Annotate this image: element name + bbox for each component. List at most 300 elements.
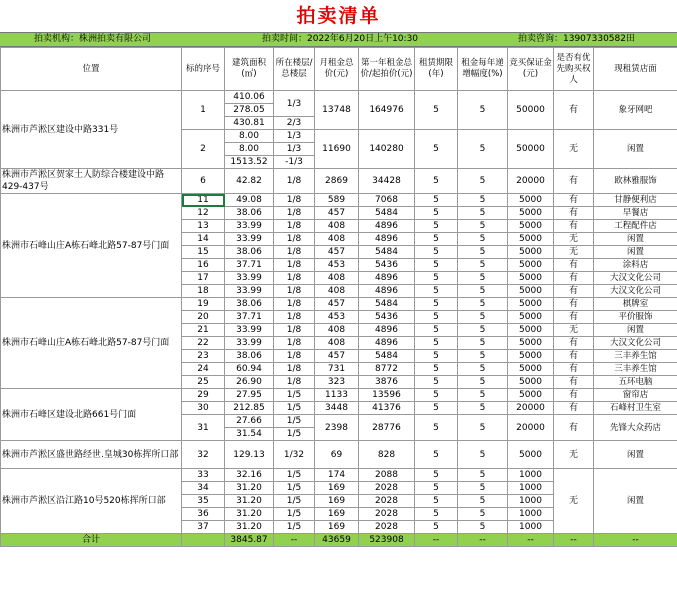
increase-cell[interactable]: 5 bbox=[458, 220, 508, 233]
area-cell[interactable]: 212.85 bbox=[225, 402, 274, 415]
increase-cell[interactable]: 5 bbox=[458, 311, 508, 324]
lot-no-cell[interactable]: 1 bbox=[182, 91, 225, 130]
first-year-cell[interactable]: 8772 bbox=[359, 363, 415, 376]
term-cell[interactable]: 5 bbox=[415, 495, 458, 508]
floor-cell[interactable]: 2/3 bbox=[274, 117, 315, 130]
monthly-rent-cell[interactable]: 457 bbox=[315, 350, 359, 363]
deposit-cell[interactable]: 5000 bbox=[508, 441, 554, 469]
priority-cell[interactable]: 有 bbox=[554, 285, 594, 298]
shop-cell[interactable]: 象牙网吧 bbox=[594, 91, 677, 130]
increase-cell[interactable]: 5 bbox=[458, 194, 508, 207]
shop-cell[interactable]: 平价服饰 bbox=[594, 311, 677, 324]
term-cell[interactable]: 5 bbox=[415, 207, 458, 220]
deposit-cell[interactable]: 5000 bbox=[508, 220, 554, 233]
lot-no-cell[interactable]: 16 bbox=[182, 259, 225, 272]
shop-cell[interactable]: 大汉文化公司 bbox=[594, 337, 677, 350]
term-cell[interactable]: 5 bbox=[415, 272, 458, 285]
lot-no-cell[interactable]: 22 bbox=[182, 337, 225, 350]
lot-no-cell[interactable]: 17 bbox=[182, 272, 225, 285]
lot-no-cell[interactable]: 18 bbox=[182, 285, 225, 298]
first-year-cell[interactable]: 4896 bbox=[359, 324, 415, 337]
first-year-cell[interactable]: 28776 bbox=[359, 415, 415, 441]
deposit-cell[interactable]: 5000 bbox=[508, 259, 554, 272]
floor-cell[interactable]: 1/5 bbox=[274, 495, 315, 508]
floor-cell[interactable]: 1/8 bbox=[274, 169, 315, 194]
table-row bbox=[1, 298, 677, 311]
area-cell[interactable]: 38.06 bbox=[225, 350, 274, 363]
monthly-rent-cell[interactable]: 169 bbox=[315, 521, 359, 534]
lot-no-cell[interactable]: 37 bbox=[182, 521, 225, 534]
area-cell[interactable]: 31.20 bbox=[225, 508, 274, 521]
area-cell[interactable]: 38.06 bbox=[225, 246, 274, 259]
floor-cell[interactable]: 1/8 bbox=[274, 324, 315, 337]
increase-cell[interactable]: 5 bbox=[458, 298, 508, 311]
first-year-cell[interactable]: 4896 bbox=[359, 285, 415, 298]
total-shop-cell[interactable]: -- bbox=[594, 534, 677, 547]
area-cell[interactable]: 33.99 bbox=[225, 285, 274, 298]
lot-no-cell[interactable]: 33 bbox=[182, 469, 225, 482]
term-cell[interactable]: 5 bbox=[415, 441, 458, 469]
term-cell[interactable]: 5 bbox=[415, 469, 458, 482]
first-year-cell[interactable]: 4896 bbox=[359, 220, 415, 233]
area-cell[interactable]: 33.99 bbox=[225, 220, 274, 233]
term-cell[interactable]: 5 bbox=[415, 482, 458, 495]
monthly-rent-cell[interactable]: 2398 bbox=[315, 415, 359, 441]
location-cell[interactable]: 株洲市芦淞区盛世路经世.皇城30栋挥所口部 bbox=[1, 441, 182, 469]
floor-cell[interactable]: 1/8 bbox=[274, 272, 315, 285]
monthly-rent-cell[interactable]: 13748 bbox=[315, 91, 359, 130]
lot-no-cell[interactable]: 13 bbox=[182, 220, 225, 233]
contact-text: 拍卖咨询：13907330582田 bbox=[518, 34, 635, 44]
area-cell[interactable]: 33.99 bbox=[225, 233, 274, 246]
term-cell[interactable]: 5 bbox=[415, 259, 458, 272]
area-cell[interactable]: 33.99 bbox=[225, 272, 274, 285]
location-cell[interactable]: 株洲市芦淞区贺家土人防综合楼建设中路429-437号 bbox=[1, 169, 182, 194]
area-cell[interactable]: 8.00 bbox=[225, 130, 274, 143]
monthly-rent-cell[interactable]: 408 bbox=[315, 220, 359, 233]
shop-cell[interactable]: 先锋大众药店 bbox=[594, 415, 677, 441]
monthly-rent-cell[interactable]: 408 bbox=[315, 272, 359, 285]
first-year-cell[interactable]: 7068 bbox=[359, 194, 415, 207]
deposit-cell[interactable]: 5000 bbox=[508, 233, 554, 246]
term-cell[interactable]: 5 bbox=[415, 402, 458, 415]
priority-cell[interactable]: 有 bbox=[554, 363, 594, 376]
lot-no-cell[interactable]: 15 bbox=[182, 246, 225, 259]
floor-cell[interactable]: 1/3 bbox=[274, 130, 315, 143]
lot-no-cell[interactable]: 14 bbox=[182, 233, 225, 246]
area-cell[interactable]: 31.20 bbox=[225, 521, 274, 534]
page-title: 拍卖清单 bbox=[296, 5, 381, 27]
monthly-rent-cell[interactable]: 323 bbox=[315, 376, 359, 389]
first-year-cell[interactable]: 5484 bbox=[359, 207, 415, 220]
increase-cell[interactable]: 5 bbox=[458, 376, 508, 389]
total-deposit-cell[interactable]: -- bbox=[508, 534, 554, 547]
term-cell[interactable]: 5 bbox=[415, 194, 458, 207]
floor-cell[interactable]: 1/32 bbox=[274, 441, 315, 469]
lot-no-cell[interactable]: 34 bbox=[182, 482, 225, 495]
area-cell[interactable]: 49.08 bbox=[225, 194, 274, 207]
monthly-rent-cell[interactable]: 11690 bbox=[315, 130, 359, 169]
floor-cell[interactable]: 1/3 bbox=[274, 143, 315, 156]
increase-cell[interactable]: 5 bbox=[458, 169, 508, 194]
first-year-cell[interactable]: 5436 bbox=[359, 311, 415, 324]
floor-cell[interactable]: 1/5 bbox=[274, 508, 315, 521]
first-year-cell[interactable]: 4896 bbox=[359, 272, 415, 285]
term-cell[interactable]: 5 bbox=[415, 337, 458, 350]
shop-cell[interactable]: 早餐店 bbox=[594, 207, 677, 220]
increase-cell[interactable]: 5 bbox=[458, 402, 508, 415]
shop-cell[interactable]: 闲置 bbox=[594, 441, 677, 469]
term-cell[interactable]: 5 bbox=[415, 298, 458, 311]
first-year-cell[interactable]: 34428 bbox=[359, 169, 415, 194]
lot-no-cell[interactable]: 20 bbox=[182, 311, 225, 324]
deposit-cell[interactable]: 5000 bbox=[508, 246, 554, 259]
priority-cell[interactable]: 有 bbox=[554, 376, 594, 389]
area-cell[interactable]: 27.95 bbox=[225, 389, 274, 402]
term-cell[interactable]: 5 bbox=[415, 521, 458, 534]
monthly-rent-cell[interactable]: 3448 bbox=[315, 402, 359, 415]
increase-cell[interactable]: 5 bbox=[458, 495, 508, 508]
priority-cell[interactable]: 无 bbox=[554, 246, 594, 259]
area-cell[interactable]: 31.20 bbox=[225, 495, 274, 508]
total-first-year-cell[interactable]: 523908 bbox=[359, 534, 415, 547]
priority-cell[interactable]: 有 bbox=[554, 311, 594, 324]
floor-cell[interactable]: 1/8 bbox=[274, 194, 315, 207]
floor-cell[interactable]: 1/5 bbox=[274, 482, 315, 495]
area-cell[interactable]: 410.06 bbox=[225, 91, 274, 104]
floor-cell[interactable]: 1/8 bbox=[274, 259, 315, 272]
priority-cell[interactable]: 有 bbox=[554, 298, 594, 311]
header-cell: 租金每年递增幅度(%) bbox=[458, 48, 508, 91]
area-cell[interactable]: 33.99 bbox=[225, 337, 274, 350]
term-cell[interactable]: 5 bbox=[415, 233, 458, 246]
increase-cell[interactable]: 5 bbox=[458, 415, 508, 441]
total-monthly-cell[interactable]: 43659 bbox=[315, 534, 359, 547]
monthly-rent-cell[interactable]: 457 bbox=[315, 298, 359, 311]
increase-cell[interactable]: 5 bbox=[458, 324, 508, 337]
shop-cell[interactable]: 涂料店 bbox=[594, 259, 677, 272]
monthly-rent-cell[interactable]: 69 bbox=[315, 441, 359, 469]
lot-no-cell[interactable]: 36 bbox=[182, 508, 225, 521]
shop-cell[interactable]: 窗帘店 bbox=[594, 389, 677, 402]
deposit-cell[interactable]: 20000 bbox=[508, 402, 554, 415]
first-year-cell[interactable]: 5484 bbox=[359, 350, 415, 363]
priority-cell[interactable]: 有 bbox=[554, 350, 594, 363]
shop-cell[interactable]: 大汉文化公司 bbox=[594, 285, 677, 298]
priority-cell[interactable]: 有 bbox=[554, 169, 594, 194]
term-cell[interactable]: 5 bbox=[415, 311, 458, 324]
lot-no-cell[interactable]: 24 bbox=[182, 363, 225, 376]
table-row bbox=[1, 469, 677, 482]
first-year-cell[interactable]: 2028 bbox=[359, 508, 415, 521]
lot-no-cell-selected[interactable]: 11 bbox=[182, 194, 225, 207]
lot-no-cell[interactable]: 29 bbox=[182, 389, 225, 402]
floor-cell[interactable]: 1/3 bbox=[274, 91, 315, 117]
area-cell[interactable]: 38.06 bbox=[225, 207, 274, 220]
floor-cell[interactable]: 1/8 bbox=[274, 246, 315, 259]
monthly-rent-cell[interactable]: 453 bbox=[315, 259, 359, 272]
priority-cell[interactable]: 无 bbox=[554, 469, 594, 534]
floor-cell[interactable]: 1/5 bbox=[274, 389, 315, 402]
monthly-rent-cell[interactable]: 457 bbox=[315, 246, 359, 259]
area-cell[interactable]: 37.71 bbox=[225, 259, 274, 272]
term-cell[interactable]: 5 bbox=[415, 130, 458, 169]
shop-cell[interactable]: 棋牌室 bbox=[594, 298, 677, 311]
priority-cell[interactable]: 有 bbox=[554, 337, 594, 350]
priority-cell[interactable]: 有 bbox=[554, 272, 594, 285]
monthly-rent-cell[interactable]: 731 bbox=[315, 363, 359, 376]
floor-cell[interactable]: 1/8 bbox=[274, 285, 315, 298]
monthly-rent-cell[interactable]: 589 bbox=[315, 194, 359, 207]
lot-no-cell[interactable]: 35 bbox=[182, 495, 225, 508]
first-year-cell[interactable]: 2088 bbox=[359, 469, 415, 482]
lot-no-cell[interactable]: 2 bbox=[182, 130, 225, 169]
floor-cell[interactable]: 1/8 bbox=[274, 233, 315, 246]
area-cell[interactable]: 32.16 bbox=[225, 469, 274, 482]
floor-cell[interactable]: 1/8 bbox=[274, 311, 315, 324]
priority-cell[interactable]: 有 bbox=[554, 389, 594, 402]
area-cell[interactable]: 278.05 bbox=[225, 104, 274, 117]
shop-cell[interactable]: 三丰养生馆 bbox=[594, 363, 677, 376]
monthly-rent-cell[interactable]: 408 bbox=[315, 337, 359, 350]
increase-cell[interactable]: 5 bbox=[458, 469, 508, 482]
first-year-cell[interactable]: 4896 bbox=[359, 233, 415, 246]
lot-no-cell[interactable]: 12 bbox=[182, 207, 225, 220]
monthly-rent-cell[interactable]: 169 bbox=[315, 482, 359, 495]
monthly-rent-cell[interactable]: 1133 bbox=[315, 389, 359, 402]
term-cell[interactable]: 5 bbox=[415, 389, 458, 402]
term-cell[interactable]: 5 bbox=[415, 363, 458, 376]
shop-cell[interactable]: 五环电脑 bbox=[594, 376, 677, 389]
shop-cell[interactable]: 大汉文化公司 bbox=[594, 272, 677, 285]
lot-no-cell[interactable]: 23 bbox=[182, 350, 225, 363]
location-cell[interactable]: 株洲市芦淞区建设中路331号 bbox=[1, 91, 182, 169]
floor-cell[interactable]: 1/8 bbox=[274, 220, 315, 233]
deposit-cell[interactable]: 5000 bbox=[508, 298, 554, 311]
floor-cell[interactable]: 1/5 bbox=[274, 521, 315, 534]
increase-cell[interactable]: 5 bbox=[458, 233, 508, 246]
first-year-cell[interactable]: 2028 bbox=[359, 521, 415, 534]
first-year-cell[interactable]: 3876 bbox=[359, 376, 415, 389]
floor-cell[interactable]: 1/8 bbox=[274, 298, 315, 311]
shop-cell[interactable]: 闲置 bbox=[594, 246, 677, 259]
floor-cell[interactable]: 1/8 bbox=[274, 376, 315, 389]
first-year-cell[interactable]: 13596 bbox=[359, 389, 415, 402]
increase-cell[interactable]: 5 bbox=[458, 207, 508, 220]
area-cell[interactable]: 31.54 bbox=[225, 428, 274, 441]
shop-cell[interactable]: 甘静便利店 bbox=[594, 194, 677, 207]
deposit-cell[interactable]: 5000 bbox=[508, 311, 554, 324]
floor-cell[interactable]: 1/5 bbox=[274, 415, 315, 428]
header-cell: 竞买保证金(元) bbox=[508, 48, 554, 91]
lot-no-cell[interactable]: 31 bbox=[182, 415, 225, 441]
first-year-cell[interactable]: 5484 bbox=[359, 246, 415, 259]
priority-cell[interactable]: 有 bbox=[554, 259, 594, 272]
priority-cell[interactable]: 无 bbox=[554, 233, 594, 246]
increase-cell[interactable]: 5 bbox=[458, 363, 508, 376]
increase-cell[interactable]: 5 bbox=[458, 246, 508, 259]
term-cell[interactable]: 5 bbox=[415, 350, 458, 363]
area-cell[interactable]: 26.90 bbox=[225, 376, 274, 389]
first-year-cell[interactable]: 828 bbox=[359, 441, 415, 469]
monthly-rent-cell[interactable]: 408 bbox=[315, 285, 359, 298]
area-cell[interactable]: 27.66 bbox=[225, 415, 274, 428]
priority-cell[interactable]: 有 bbox=[554, 207, 594, 220]
total-label[interactable]: 合计 bbox=[1, 534, 182, 547]
priority-cell[interactable]: 有 bbox=[554, 194, 594, 207]
deposit-cell[interactable]: 1000 bbox=[508, 521, 554, 534]
area-cell[interactable]: 33.99 bbox=[225, 324, 274, 337]
deposit-cell[interactable]: 5000 bbox=[508, 337, 554, 350]
increase-cell[interactable]: 5 bbox=[458, 272, 508, 285]
location-cell[interactable]: 株洲市芦淞区沿江路10号520栋挥所口部 bbox=[1, 469, 182, 534]
deposit-cell[interactable]: 5000 bbox=[508, 285, 554, 298]
total-floor-cell[interactable]: -- bbox=[274, 534, 315, 547]
total-area-cell[interactable]: 3845.87 bbox=[225, 534, 274, 547]
total-increase-cell[interactable]: -- bbox=[458, 534, 508, 547]
lot-no-cell[interactable]: 25 bbox=[182, 376, 225, 389]
increase-cell[interactable]: 5 bbox=[458, 482, 508, 495]
header-cell: 租赁期限(年) bbox=[415, 48, 458, 91]
monthly-rent-cell[interactable]: 169 bbox=[315, 495, 359, 508]
auction-table bbox=[0, 47, 677, 547]
total-term-cell[interactable]: -- bbox=[415, 534, 458, 547]
deposit-cell[interactable]: 50000 bbox=[508, 130, 554, 169]
deposit-cell[interactable]: 5000 bbox=[508, 207, 554, 220]
deposit-cell[interactable]: 5000 bbox=[508, 194, 554, 207]
shop-cell[interactable]: 闲置 bbox=[594, 130, 677, 169]
deposit-cell[interactable]: 1000 bbox=[508, 469, 554, 482]
area-cell[interactable]: 42.82 bbox=[225, 169, 274, 194]
shop-cell[interactable]: 闲置 bbox=[594, 233, 677, 246]
first-year-cell[interactable]: 2028 bbox=[359, 495, 415, 508]
shop-cell[interactable]: 石峰村卫生室 bbox=[594, 402, 677, 415]
shop-cell[interactable]: 闲置 bbox=[594, 324, 677, 337]
lot-no-cell[interactable]: 21 bbox=[182, 324, 225, 337]
shop-cell[interactable]: 三丰养生馆 bbox=[594, 350, 677, 363]
term-cell[interactable]: 5 bbox=[415, 415, 458, 441]
area-cell[interactable]: 38.06 bbox=[225, 298, 274, 311]
lot-no-cell[interactable]: 6 bbox=[182, 169, 225, 194]
first-year-cell[interactable]: 2028 bbox=[359, 482, 415, 495]
increase-cell[interactable]: 5 bbox=[458, 130, 508, 169]
deposit-cell[interactable]: 20000 bbox=[508, 169, 554, 194]
table-row bbox=[1, 91, 677, 104]
term-cell[interactable]: 5 bbox=[415, 220, 458, 233]
deposit-cell[interactable]: 20000 bbox=[508, 415, 554, 441]
total-priority-cell[interactable]: -- bbox=[554, 534, 594, 547]
area-cell[interactable]: 31.20 bbox=[225, 482, 274, 495]
floor-cell[interactable]: 1/5 bbox=[274, 402, 315, 415]
first-year-cell[interactable]: 4896 bbox=[359, 337, 415, 350]
area-cell[interactable]: 129.13 bbox=[225, 441, 274, 469]
deposit-cell[interactable]: 1000 bbox=[508, 482, 554, 495]
increase-cell[interactable]: 5 bbox=[458, 441, 508, 469]
first-year-cell[interactable]: 5436 bbox=[359, 259, 415, 272]
area-cell[interactable]: 37.71 bbox=[225, 311, 274, 324]
monthly-rent-cell[interactable]: 174 bbox=[315, 469, 359, 482]
area-cell[interactable]: 1513.52 bbox=[225, 156, 274, 169]
priority-cell[interactable]: 无 bbox=[554, 324, 594, 337]
deposit-cell[interactable]: 5000 bbox=[508, 389, 554, 402]
area-cell[interactable]: 60.94 bbox=[225, 363, 274, 376]
location-cell[interactable]: 株洲市石峰山庄A栋石峰北路57-87号门面 bbox=[1, 194, 182, 298]
floor-cell[interactable]: 1/8 bbox=[274, 350, 315, 363]
term-cell[interactable]: 5 bbox=[415, 508, 458, 521]
monthly-rent-cell[interactable]: 408 bbox=[315, 233, 359, 246]
priority-cell[interactable]: 有 bbox=[554, 91, 594, 130]
deposit-cell[interactable]: 50000 bbox=[508, 91, 554, 130]
deposit-cell[interactable]: 1000 bbox=[508, 508, 554, 521]
empty-cell[interactable] bbox=[182, 534, 225, 547]
header-cell: 建筑面积(㎡) bbox=[225, 48, 274, 91]
deposit-cell[interactable]: 5000 bbox=[508, 363, 554, 376]
monthly-rent-cell[interactable]: 2869 bbox=[315, 169, 359, 194]
floor-cell[interactable]: 1/8 bbox=[274, 363, 315, 376]
deposit-cell[interactable]: 5000 bbox=[508, 350, 554, 363]
term-cell[interactable]: 5 bbox=[415, 246, 458, 259]
shop-cell[interactable]: 工程配件店 bbox=[594, 220, 677, 233]
increase-cell[interactable]: 5 bbox=[458, 285, 508, 298]
lot-no-cell[interactable]: 32 bbox=[182, 441, 225, 469]
priority-cell[interactable]: 无 bbox=[554, 441, 594, 469]
priority-cell[interactable]: 有 bbox=[554, 220, 594, 233]
deposit-cell[interactable]: 5000 bbox=[508, 376, 554, 389]
area-cell[interactable]: 430.81 bbox=[225, 117, 274, 130]
increase-cell[interactable]: 5 bbox=[458, 91, 508, 130]
monthly-rent-cell[interactable]: 408 bbox=[315, 324, 359, 337]
floor-cell[interactable]: 1/5 bbox=[274, 469, 315, 482]
term-cell[interactable]: 5 bbox=[415, 324, 458, 337]
floor-cell[interactable]: -1/3 bbox=[274, 156, 315, 169]
floor-cell[interactable]: 1/5 bbox=[274, 428, 315, 441]
shop-cell[interactable]: 欧林雅服饰 bbox=[594, 169, 677, 194]
priority-cell[interactable]: 无 bbox=[554, 130, 594, 169]
priority-cell[interactable]: 有 bbox=[554, 415, 594, 441]
term-cell[interactable]: 5 bbox=[415, 169, 458, 194]
first-year-cell[interactable]: 5484 bbox=[359, 298, 415, 311]
increase-cell[interactable]: 5 bbox=[458, 521, 508, 534]
increase-cell[interactable]: 5 bbox=[458, 337, 508, 350]
increase-cell[interactable]: 5 bbox=[458, 508, 508, 521]
increase-cell[interactable]: 5 bbox=[458, 350, 508, 363]
term-cell[interactable]: 5 bbox=[415, 285, 458, 298]
first-year-cell[interactable]: 140280 bbox=[359, 130, 415, 169]
increase-cell[interactable]: 5 bbox=[458, 259, 508, 272]
lot-no-cell[interactable]: 19 bbox=[182, 298, 225, 311]
term-cell[interactable]: 5 bbox=[415, 91, 458, 130]
increase-cell[interactable]: 5 bbox=[458, 389, 508, 402]
location-cell[interactable]: 株洲市石峰山庄A栋石峰北路57-87号门面 bbox=[1, 298, 182, 389]
floor-cell[interactable]: 1/8 bbox=[274, 337, 315, 350]
floor-cell[interactable]: 1/8 bbox=[274, 207, 315, 220]
first-year-cell[interactable]: 41376 bbox=[359, 402, 415, 415]
priority-cell[interactable]: 有 bbox=[554, 402, 594, 415]
location-cell[interactable]: 株洲市石峰区建设北路661号门面 bbox=[1, 389, 182, 441]
deposit-cell[interactable]: 5000 bbox=[508, 272, 554, 285]
monthly-rent-cell[interactable]: 453 bbox=[315, 311, 359, 324]
term-cell[interactable]: 5 bbox=[415, 376, 458, 389]
area-cell[interactable]: 8.00 bbox=[225, 143, 274, 156]
deposit-cell[interactable]: 1000 bbox=[508, 495, 554, 508]
deposit-cell[interactable]: 5000 bbox=[508, 324, 554, 337]
first-year-cell[interactable]: 164976 bbox=[359, 91, 415, 130]
shop-cell[interactable]: 闲置 bbox=[594, 469, 677, 534]
lot-no-cell[interactable]: 30 bbox=[182, 402, 225, 415]
header-cell: 现租赁店面 bbox=[594, 48, 677, 91]
monthly-rent-cell[interactable]: 457 bbox=[315, 207, 359, 220]
monthly-rent-cell[interactable]: 169 bbox=[315, 508, 359, 521]
